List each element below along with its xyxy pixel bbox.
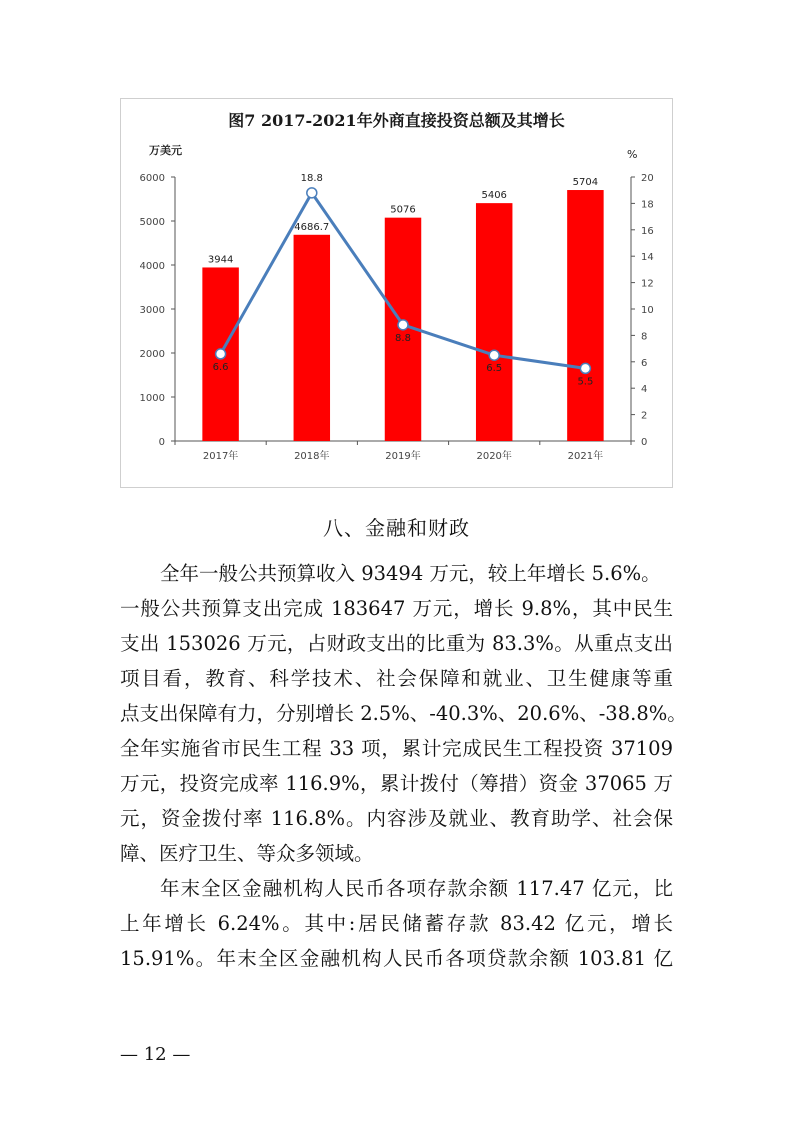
text-line: 支出 153026 万元，占财政支出的比重为 83.3%。从重点支出 (120, 632, 673, 655)
right-axis-tick-label: 6 (641, 357, 648, 369)
growth-point (216, 349, 226, 359)
left-axis-tick-label: 2000 (139, 349, 165, 360)
bar (567, 190, 603, 441)
bar (476, 203, 512, 441)
left-axis-tick-label: 4000 (139, 261, 165, 272)
growth-data-label: 8.8 (395, 332, 411, 344)
chart-svg (121, 99, 674, 489)
growth-point (580, 363, 590, 373)
left-axis-tick-label: 6000 (139, 173, 165, 184)
left-axis-tick-label: 0 (158, 437, 165, 448)
left-axis-tick-label: 1000 (139, 393, 165, 404)
text-line: 项目看，教育、科学技术、社会保障和就业、卫生健康等重 (120, 667, 673, 690)
growth-data-label: 18.8 (300, 172, 323, 184)
right-axis-tick-label: 10 (641, 305, 654, 316)
growth-data-label: 6.5 (486, 363, 503, 375)
text-line: 全年一般公共预算收入 93494 万元，较上年增长 5.6%。 (160, 562, 661, 585)
x-axis-category-label: 2018年 (294, 451, 330, 462)
right-axis-tick-label: 12 (641, 278, 654, 290)
right-axis-tick-label: 4 (641, 384, 648, 396)
right-axis-tick-label: 20 (641, 173, 654, 184)
paragraph-finance (120, 871, 673, 976)
x-axis-category-label: 2021年 (567, 451, 604, 462)
right-axis-tick-label: 16 (641, 225, 654, 237)
text-line: 障、医疗卫生、等众多领域。 (120, 842, 374, 865)
right-axis-tick-label: 18 (641, 199, 654, 211)
chart-title: 图7 2017-2021年外商直接投资总额及其增长 (228, 111, 565, 130)
growth-data-label: 6.6 (212, 361, 229, 373)
x-axis-category-label: 2020年 (476, 451, 512, 462)
x-axis-category-label: 2019年 (385, 451, 421, 462)
bar-data-label: 3944 (207, 254, 234, 266)
left-axis-unit: 万美元 (149, 144, 182, 157)
right-axis-tick-label: 2 (641, 410, 648, 422)
chart-container (120, 98, 673, 488)
right-axis-tick-label: 0 (641, 437, 648, 448)
text-line: 15.91%。年末全区金融机构人民币各项贷款余额 103.81 亿 (120, 947, 673, 970)
right-axis-tick-label: 14 (641, 252, 654, 264)
growth-point (307, 188, 317, 198)
text-line: 一般公共预算支出完成 183647 万元，增长 9.8%，其中民生 (120, 597, 673, 620)
growth-point (398, 320, 408, 330)
text-line: 点支出保障有力，分别增长 2.5%、-40.3%、20.6%、-38.8%。 (120, 702, 687, 725)
text-line: 上年增长 6.24%。其中:居民储蓄存款 83.42 亿元，增长 (120, 912, 673, 935)
right-axis-tick-label: 8 (641, 331, 648, 343)
bar (294, 235, 330, 441)
x-axis-category-label: 2017年 (202, 451, 239, 462)
section-heading: 八、金融和财政 (323, 516, 470, 540)
text-line: 元，资金拨付率 116.8%。内容涉及就业、教育助学、社会保 (120, 807, 673, 830)
text-line: 全年实施省市民生工程 33 项，累计完成民生工程投资 37109 (120, 737, 673, 760)
paragraph-fiscal (120, 556, 687, 871)
left-axis-tick-label: 5000 (139, 217, 165, 228)
right-axis-unit: % (627, 148, 638, 161)
bar-data-label: 5406 (481, 190, 507, 202)
bar-data-label: 5704 (572, 177, 599, 189)
left-axis-tick-label: 3000 (139, 305, 165, 316)
bar-data-label: 4686.7 (294, 221, 330, 233)
bar-data-label: 5076 (390, 204, 416, 216)
growth-point (489, 350, 499, 360)
text-line: 年末全区金融机构人民币各项存款余额 117.47 亿元，比 (160, 877, 673, 900)
page-number: — 12 — (120, 1044, 191, 1065)
text-line: 万元，投资完成率 116.9%，累计拨付（筹措）资金 37065 万 (120, 772, 673, 795)
growth-data-label: 5.5 (577, 376, 594, 388)
